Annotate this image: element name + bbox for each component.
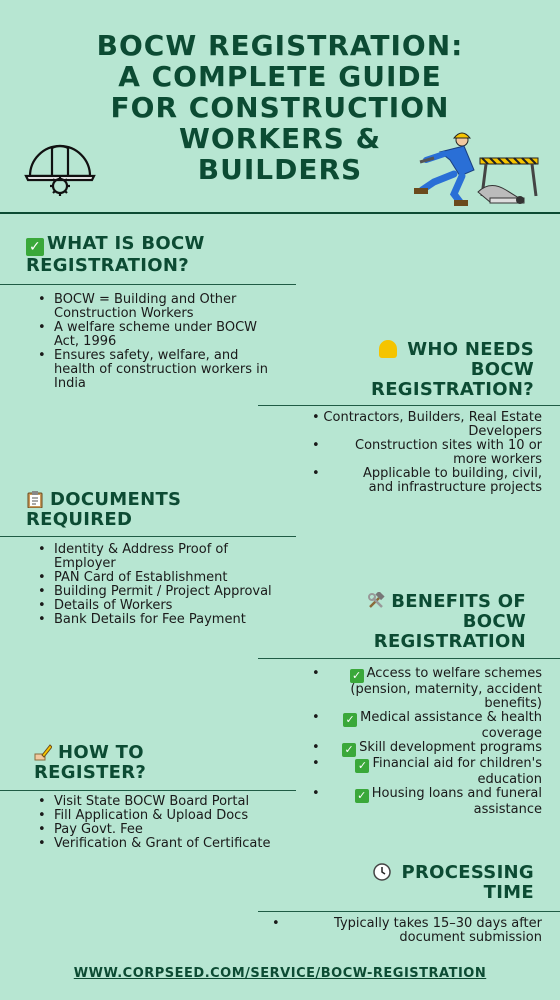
list-item: • Construction sites with 10 or more workers: [312, 438, 542, 467]
footer-url[interactable]: WWW.CORPSEED.COM/SERVICE/BOCW-REGISTRATION: [73, 966, 487, 981]
list-item: • Details of Workers: [24, 599, 274, 613]
list-item: • Identity & Address Proof of Employer: [24, 543, 274, 571]
hammer-wrench-icon: [367, 592, 385, 610]
list-item: • Bank Details for Fee Payment: [24, 613, 274, 627]
title-divider: [0, 212, 560, 214]
section-heading-processing-time: PROCESSING TIME: [300, 863, 534, 903]
list-item: • ✓ Skill development programs: [312, 740, 542, 756]
check-mark-icon: ✓: [350, 669, 364, 683]
list-item: • Contractors, Builders, Real Estate Developers: [312, 410, 542, 439]
helmet-gear-icon: [22, 136, 98, 196]
section-heading-what-is: ✓ WHAT IS BOCW REGISTRATION?: [26, 233, 205, 276]
section-rule: [258, 911, 560, 912]
construction-worker-icon: [379, 340, 397, 358]
how-to-register-list: [24, 795, 274, 851]
construction-worker-illustration: [410, 130, 545, 208]
list-item: • Fill Application & Upload Docs: [24, 809, 274, 823]
list-item: • Applicable to building, civil, and infrastructure projects: [312, 466, 542, 495]
writing-hand-icon: [34, 743, 52, 761]
section-rule: [258, 405, 560, 406]
list-item: • PAN Card of Establishment: [24, 571, 274, 585]
section-rule: [258, 658, 560, 659]
list-item: • BOCW = Building and Other Construction Workers: [24, 293, 279, 321]
clock-icon: [373, 863, 391, 881]
check-mark-icon: ✓: [355, 789, 369, 803]
what-is-list: [24, 293, 279, 391]
section-heading-benefits: BENEFITS OF BOCW REGISTRATION: [296, 592, 526, 652]
check-mark-icon: ✓: [355, 759, 369, 773]
list-item: • Building Permit / Project Approval: [24, 585, 274, 599]
list-item: • ✓ Access to welfare schemes (pension, maternity, accident benefits): [312, 666, 542, 711]
section-heading-who-needs: WHO NEEDS BOCW REGISTRATION?: [371, 339, 534, 400]
check-mark-icon: ✓: [343, 713, 357, 727]
list-item: • Typically takes 15–30 days after document submission: [272, 916, 542, 945]
list-item: • ✓ Housing loans and funeral assistance: [312, 786, 542, 817]
check-mark-icon: ✓: [26, 238, 44, 256]
list-item: • Visit State BOCW Board Portal: [24, 795, 274, 809]
benefits-list: [300, 667, 542, 817]
who-needs-list: [300, 411, 542, 495]
list-item: • A welfare scheme under BOCW Act, 1996: [24, 321, 279, 349]
list-item: • Ensures safety, welfare, and health of construction workers in India: [24, 349, 279, 391]
page-title: BOCW REGISTRATION: A COMPLETE GUIDE FOR CONSTRUCTION WORKERS & BUILDERS: [96, 29, 464, 186]
processing-time-list: [260, 917, 542, 945]
list-item: • Verification & Grant of Certificate: [24, 837, 274, 851]
section-heading-how-to-register: HOW TO REGISTER?: [34, 742, 147, 783]
section-rule: [0, 536, 296, 537]
section-heading-documents: DOCUMENTS REQUIRED: [26, 489, 182, 530]
list-item: • Pay Govt. Fee: [24, 823, 274, 837]
section-rule: [0, 790, 296, 791]
check-mark-icon: ✓: [342, 743, 356, 757]
list-item: • ✓ Medical assistance & health coverage: [312, 710, 542, 741]
clipboard-icon: [26, 490, 44, 508]
section-rule: [0, 284, 296, 285]
list-item: • ✓ Financial aid for children's education: [312, 756, 542, 787]
documents-list: [24, 543, 274, 627]
